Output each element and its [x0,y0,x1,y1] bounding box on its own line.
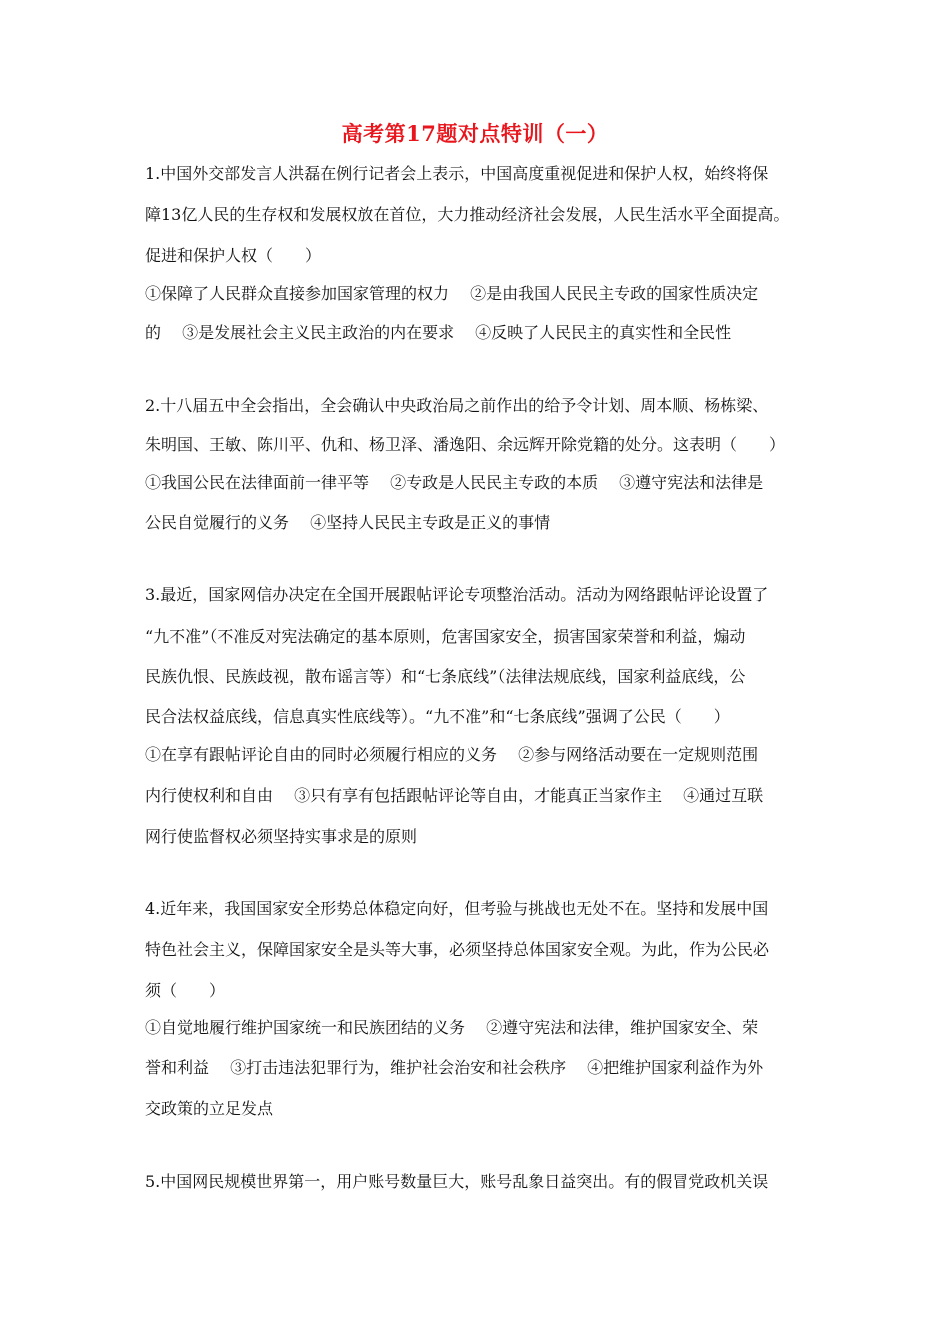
question-1-line-4: ①保障了人民群众直接参加国家管理的权力 ②是由我国人民民主专政的国家性质决定 [145,284,759,303]
question-2-line-1: 2.十八届五中全会指出，全会确认中央政治局之前作出的给予令计划、周本顺、杨栋梁、 [145,396,769,415]
question-4-line-5: 誉和利益 ③打击违法犯罪行为，维护社会治安和社会秩序 ④把维护国家利益作为外 [145,1058,764,1077]
question-4-line-6: 交政策的立足发点 [145,1099,274,1118]
question-1-line-3: 促进和保护人权（ ） [145,246,322,265]
question-4-line-3: 须（ ） [145,981,226,1000]
question-3-line-5: ①在享有跟帖评论自由的同时必须履行相应的义务 ②参与网络活动要在一定规则范围 [145,745,759,764]
page-title: 高考第17题对点特训（一） [341,121,609,146]
question-4-line-4: ①自觉地履行维护国家统一和民族团结的义务 ②遵守宪法和法律，维护国家安全、荣 [145,1018,759,1037]
question-4-line-1: 4.近年来，我国国家安全形势总体稳定向好，但考验与挑战也无处不在。坚持和发展中国 [145,899,769,918]
question-5-line-1: 5.中国网民规模世界第一，用户账号数量巨大，账号乱象日益突出。有的假冒党政机关误 [145,1172,769,1191]
question-3-line-1: 3.最近，国家网信办决定在全国开展跟帖评论专项整治活动。活动为网络跟帖评论设置了 [145,585,769,604]
question-1-line-2: 障13亿人民的生存权和发展权放在首位，大力推动经济社会发展，人民生活水平全面提高。 [145,205,790,224]
question-3-line-3: 民族仇恨、民族歧视，散布谣言等）和“七条底线”（法律法规底线，国家利益底线，公 [145,667,746,686]
question-1-line-5: 的 ③是发展社会主义民主政治的内在要求 ④反映了人民民主的真实性和全民性 [145,323,732,342]
question-3-line-4: 民合法权益底线，信息真实性底线等）。“九不准”和“七条底线”强调了公民（ ） [145,707,730,726]
question-2-line-4: 公民自觉履行的义务 ④坚持人民民主专政是正义的事情 [145,513,551,532]
question-3-line-7: 网行使监督权必须坚持实事求是的原则 [145,827,418,846]
question-4-line-2: 特色社会主义，保障国家安全是头等大事，必须坚持总体国家安全观。为此，作为公民必 [145,940,770,959]
question-2-line-2: 朱明国、王敏、陈川平、仇和、杨卫泽、潘逸阳、余远辉开除党籍的处分。这表明（ ） [145,435,786,454]
question-3-line-2: “九不准”（不准反对宪法确定的基本原则，危害国家安全，损害国家荣誉和利益，煽动 [145,627,746,646]
question-3-line-6: 内行使权利和自由 ③只有享有包括跟帖评论等自由，才能真正当家作主 ④通过互联 [145,786,764,805]
question-1-line-1: 1.中国外交部发言人洪磊在例行记者会上表示，中国高度重视促进和保护人权，始终将保 [145,164,769,183]
question-2-line-3: ①我国公民在法律面前一律平等 ②专政是人民民主专政的本质 ③遵守宪法和法律是 [145,473,764,492]
